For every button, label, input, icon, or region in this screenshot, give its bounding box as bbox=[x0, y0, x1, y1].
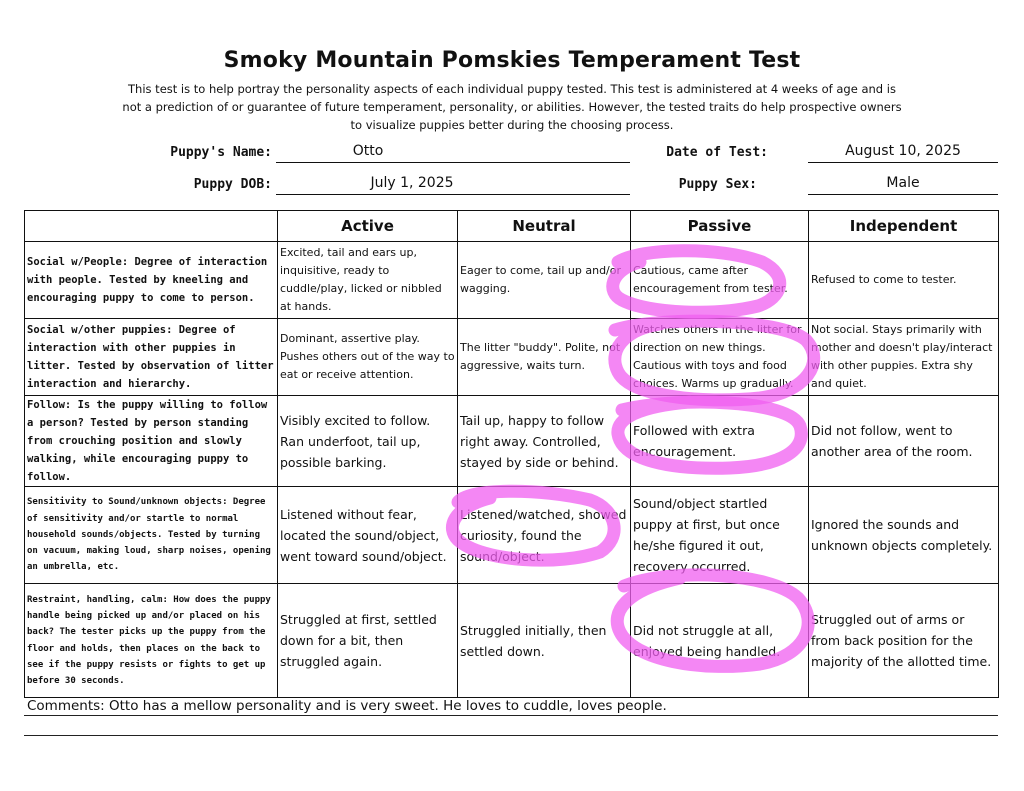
form-title: Smoky Mountain Pomskies Temperament Test bbox=[223, 48, 801, 73]
independent-cell: Refused to come to tester. bbox=[809, 242, 999, 319]
criterion-cell: Restraint, handling, calm: How does the puppy handle being picked up and/or placed on his back? The tester picks up the puppy from the floor and holds, then places on the back to see if the puppy resists or fights to get up before 30 seconds. bbox=[25, 584, 278, 698]
passive-cell: Did not struggle at all, enjoyed being handled. bbox=[631, 584, 809, 698]
comments-line-2 bbox=[24, 735, 998, 736]
criterion-cell: Social w/other puppies: Degree of interaction with other puppies in litter. Tested by observation of litter interaction and hierarchy. bbox=[25, 319, 278, 396]
independent-cell: Struggled out of arms or from back position for the majority of the allotted time. bbox=[809, 584, 999, 698]
independent-cell: Not social. Stays primarily with mother and doesn't play/interact with other puppies. Extra shy and quiet. bbox=[809, 319, 999, 396]
neutral-cell: The litter "buddy". Polite, not aggressive, waits turn. bbox=[458, 319, 631, 396]
active-cell: Struggled at first, settled down for a bit, then struggled again. bbox=[278, 584, 458, 698]
puppy-name-value: Otto bbox=[352, 143, 384, 159]
passive-cell: Sound/object startled puppy at first, but once he/she figured it out, recovery occurred. bbox=[631, 487, 809, 584]
comments-line-1 bbox=[24, 715, 998, 716]
puppy-dob-line bbox=[276, 194, 630, 195]
neutral-cell: Struggled initially, then settled down. bbox=[458, 584, 631, 698]
neutral-cell: Listened/watched, showed curiosity, found the sound/object. bbox=[458, 487, 631, 584]
form-intro: This test is to help portray the personality aspects of each individual puppy tested. This test is administered at 4 weeks of age and is not a prediction of or guarantee of future temperament, personality, or abilities. However, the tested traits do help prospective owners to visualize puppies better during the choosing process. bbox=[122, 82, 902, 132]
test-date-label: Date of Test: bbox=[666, 145, 768, 160]
table-header-row bbox=[25, 211, 999, 242]
puppy-dob-label: Puppy DOB: bbox=[193, 177, 272, 192]
table-row bbox=[25, 396, 999, 487]
puppy-sex-label: Puppy Sex: bbox=[678, 177, 757, 192]
independent-cell: Did not follow, went to another area of the room. bbox=[809, 396, 999, 487]
comments-text: Comments: Otto has a mellow personality and is very sweet. He loves to cuddle, loves people. bbox=[27, 698, 667, 714]
header-passive: Passive bbox=[631, 211, 809, 242]
passive-cell: Watches others in the litter for direction on new things. Cautious with toys and food choices. Warms up gradually. bbox=[631, 319, 809, 396]
passive-cell: Cautious, came after encouragement from tester. bbox=[631, 242, 809, 319]
independent-cell: Ignored the sounds and unknown objects completely. bbox=[809, 487, 999, 584]
table-row bbox=[25, 242, 999, 319]
puppy-name-label: Puppy's Name: bbox=[170, 145, 272, 160]
active-cell: Dominant, assertive play. Pushes others out of the way to eat or receive attention. bbox=[278, 319, 458, 396]
puppy-sex-line bbox=[808, 194, 998, 195]
test-date-value: August 10, 2025 bbox=[845, 143, 961, 159]
puppy-dob-value: July 1, 2025 bbox=[370, 175, 454, 191]
table-row bbox=[25, 319, 999, 396]
criterion-cell: Sensitivity to Sound/unknown objects: Degree of sensitivity and/or startle to normal household sounds/objects. Tested by turning on vacuum, making loud, sharp noises, opening an umbrella, etc. bbox=[25, 487, 278, 584]
puppy-sex-value: Male bbox=[886, 175, 920, 191]
table-row bbox=[25, 487, 999, 584]
criterion-cell: Follow: Is the puppy willing to follow a person? Tested by person standing from crouching position and slowly walking, while encouraging puppy to follow. bbox=[25, 396, 278, 487]
header-active: Active bbox=[278, 211, 458, 242]
criterion-cell: Social w/People: Degree of interaction with people. Tested by kneeling and encouraging puppy to come to person. bbox=[25, 242, 278, 319]
puppy-name-line bbox=[276, 162, 630, 163]
active-cell: Excited, tail and ears up, inquisitive, ready to cuddle/play, licked or nibbled at hands. bbox=[278, 242, 458, 319]
test-date-line bbox=[808, 162, 998, 163]
active-cell: Visibly excited to follow. Ran underfoot, tail up, possible barking. bbox=[278, 396, 458, 487]
header-neutral: Neutral bbox=[458, 211, 631, 242]
active-cell: Listened without fear, located the sound/object, went toward sound/object. bbox=[278, 487, 458, 584]
header-independent: Independent bbox=[809, 211, 999, 242]
passive-cell: Followed with extra encouragement. bbox=[631, 396, 809, 487]
table-row bbox=[25, 584, 999, 698]
temperament-table bbox=[24, 210, 999, 698]
header-criteria bbox=[25, 211, 278, 242]
neutral-cell: Eager to come, tail up and/or wagging. bbox=[458, 242, 631, 319]
neutral-cell: Tail up, happy to follow right away. Controlled, stayed by side or behind. bbox=[458, 396, 631, 487]
